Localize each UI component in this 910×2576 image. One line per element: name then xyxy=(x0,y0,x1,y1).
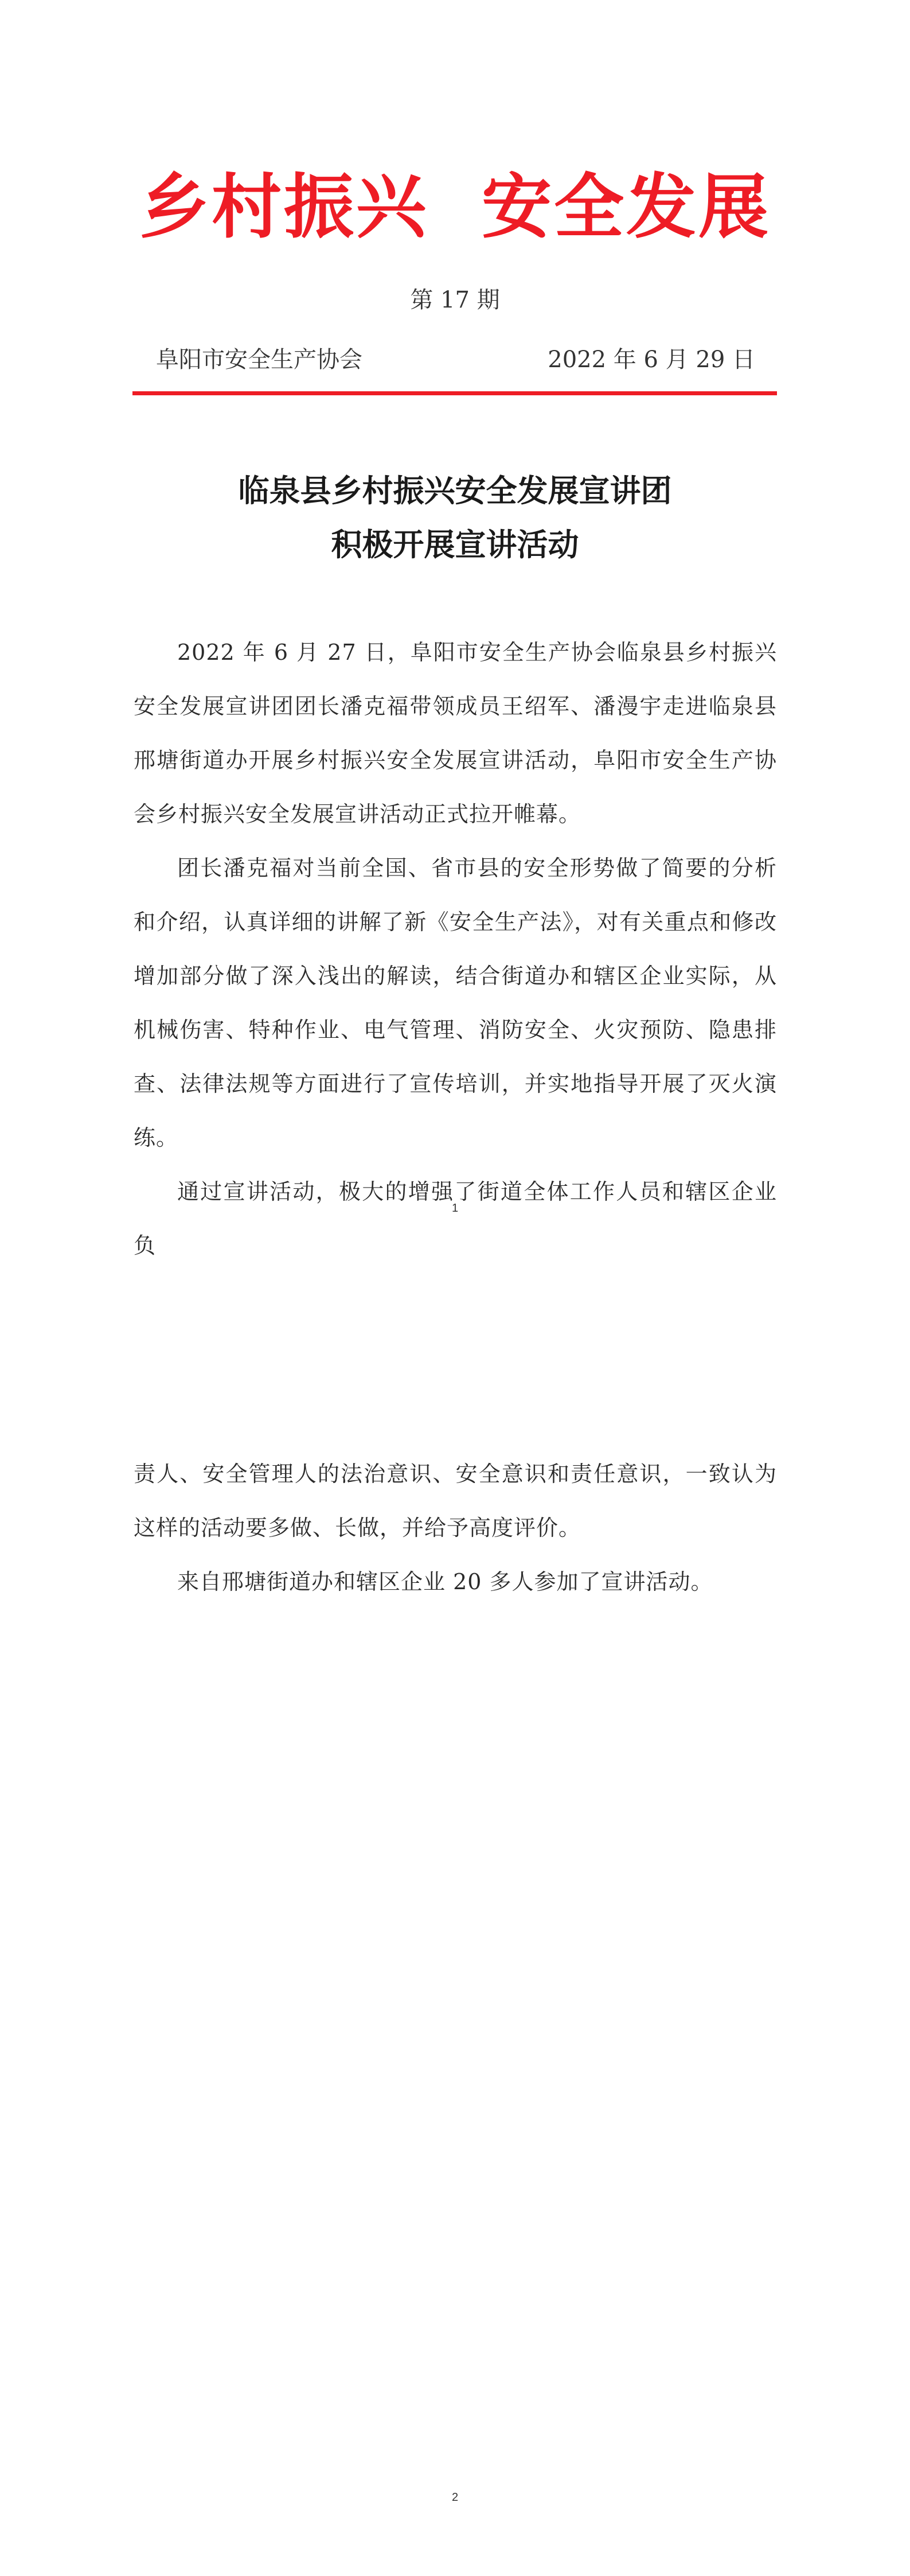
paragraph-2: 团长潘克福对当前全国、省市县的安全形势做了简要的分析和介绍，认真详细的讲解了新《安全生产法》，对有关重点和修改增加部分做了深入浅出的解读，结合街道办和辖区企业实际，从机械伤害、特种作业、电气管理、消防安全、火灾预防、隐患排查、法律法规等方面进行了宣传培训，并实地指导开展了灭火演练。 xyxy=(134,855,777,1150)
issue-number: 第 17 期 xyxy=(410,287,500,313)
publish-date: 2022 年 6 月 29 日 xyxy=(548,347,755,373)
paragraph-3-continued: 责人、安全管理人的法治意识、安全意识和责任意识，一致认为这样的活动要多做、长做，并给予高度评价。 xyxy=(134,1461,777,1540)
paragraph-3-start: 通过宣讲活动，极大的增强了街道全体工作人员和辖区企业负 xyxy=(134,1179,777,1258)
paragraph-1: 2022 年 6 月 27 日，阜阳市安全生产协会临泉县乡村振兴安全发展宣讲团团长潘克福带领成员王绍军、潘漫宇走进临泉县邢塘街道办开展乡村振兴安全发展宣讲活动，阜阳市安全生产协会乡村振兴安全发展宣讲活动正式拉开帷幕。 xyxy=(134,640,777,827)
masthead-title: 乡村振兴 安全发展 xyxy=(139,166,771,248)
article-body-page-2 xyxy=(134,1447,777,1609)
article-title-line-1: 临泉县乡村振兴安全发展宣讲团 xyxy=(238,472,672,509)
article-title-line-2: 积极开展宣讲活动 xyxy=(331,526,579,563)
page-2 xyxy=(0,1288,910,2576)
article-body-page-1 xyxy=(134,625,777,1273)
publisher-name: 阜阳市安全生产协会 xyxy=(156,347,362,373)
paragraph-4: 来自邢塘街道办和辖区企业 20 多人参加了宣讲活动。 xyxy=(177,1569,713,1594)
header-divider xyxy=(132,391,777,395)
page-number-2: 2 xyxy=(451,2491,459,2504)
article-title xyxy=(0,464,910,571)
page-number-1: 1 xyxy=(451,1202,459,1215)
